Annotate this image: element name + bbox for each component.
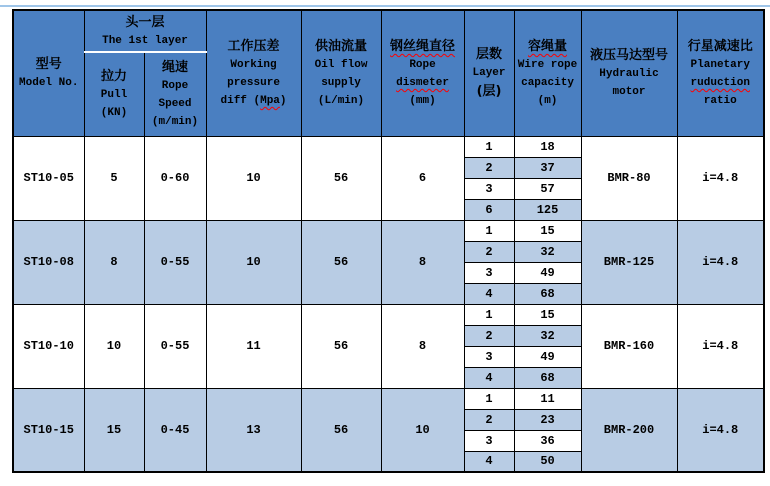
cell-capacity: 32 (514, 325, 581, 346)
cell-capacity: 68 (514, 283, 581, 304)
cell-layer: 6 (464, 199, 514, 220)
header-capacity-en1: Wire rope (517, 58, 578, 71)
cell-speed: 0-60 (144, 136, 206, 220)
cell-diameter: 8 (381, 220, 464, 304)
header-pressure (206, 10, 301, 136)
cell-capacity: 11 (514, 388, 581, 409)
header-pressure-en2: pressure (227, 76, 280, 89)
cell-oil: 56 (301, 220, 381, 304)
top-rule (0, 5, 770, 7)
header-diameter-en3: (mm) (409, 94, 436, 107)
header-first-layer-en: The 1st layer (102, 34, 188, 47)
header-oil-en3: (L/min) (317, 94, 365, 107)
cell-ratio: i=4.8 (677, 304, 764, 388)
cell-layer: 4 (464, 283, 514, 304)
cell-layer: 1 (464, 388, 514, 409)
header-pull (84, 52, 144, 136)
cell-ratio: i=4.8 (677, 136, 764, 220)
header-pressure-en3: diff (Mpa) (220, 94, 287, 107)
cell-capacity: 37 (514, 157, 581, 178)
misspelled-ruduction: ruduction (690, 76, 750, 89)
cell-pull: 15 (84, 388, 144, 472)
cell-pressure: 13 (206, 388, 301, 472)
cell-layer: 3 (464, 430, 514, 451)
cell-layer: 3 (464, 262, 514, 283)
header-speed-en1: Rope (161, 79, 189, 92)
cell-layer: 3 (464, 178, 514, 199)
table-row (13, 136, 764, 157)
cell-capacity: 32 (514, 241, 581, 262)
spec-table (12, 9, 765, 473)
header-layer (464, 10, 514, 136)
header-oil (301, 10, 381, 136)
cell-layer: 2 (464, 325, 514, 346)
cell-model: ST10-10 (13, 304, 84, 388)
header-ratio-en1: Planetary (690, 58, 750, 71)
cell-pull: 5 (84, 136, 144, 220)
cell-speed: 0-55 (144, 220, 206, 304)
header-pressure-en1: Working (230, 58, 277, 71)
cell-ratio: i=4.8 (677, 220, 764, 304)
cell-layer: 1 (464, 304, 514, 325)
header-ratio-en3: ratio (703, 94, 737, 107)
cell-oil: 56 (301, 304, 381, 388)
cell-motor: BMR-160 (581, 304, 677, 388)
header-pressure-zh: 工作压差 (227, 38, 280, 54)
cell-speed: 0-55 (144, 304, 206, 388)
header-diameter-zh: 钢丝绳直径 (390, 38, 456, 54)
header-oil-en1: Oil flow (314, 58, 368, 71)
cell-motor: BMR-80 (581, 136, 677, 220)
cell-capacity: 36 (514, 430, 581, 451)
table-row (13, 388, 764, 409)
cell-capacity: 15 (514, 304, 581, 325)
cell-pressure: 10 (206, 220, 301, 304)
misspelled-dismeter: dismeter (396, 76, 449, 89)
header-ratio (677, 10, 764, 136)
cell-pressure: 10 (206, 136, 301, 220)
header-speed-zh: 绳速 (162, 59, 189, 75)
header-model-zh: 型号 (35, 56, 62, 72)
cell-capacity: 23 (514, 409, 581, 430)
header-first-layer (84, 10, 206, 52)
cell-pull: 10 (84, 304, 144, 388)
header-motor-en1: Hydraulic (599, 67, 659, 80)
header-model (13, 10, 84, 136)
cell-motor: BMR-125 (581, 220, 677, 304)
table-row (13, 220, 764, 241)
header-speed-en2: Speed (158, 97, 192, 110)
table-row (13, 304, 764, 325)
header-motor (581, 10, 677, 136)
header-layer-en2: (层) (476, 84, 502, 100)
cell-motor: BMR-200 (581, 388, 677, 472)
cell-pull: 8 (84, 220, 144, 304)
cell-pressure: 11 (206, 304, 301, 388)
cell-model: ST10-05 (13, 136, 84, 220)
cell-speed: 0-45 (144, 388, 206, 472)
cell-capacity: 18 (514, 136, 581, 157)
cell-model: ST10-15 (13, 388, 84, 472)
cell-capacity: 68 (514, 367, 581, 388)
header-motor-zh: 液压马达型号 (590, 47, 669, 63)
cell-model: ST10-08 (13, 220, 84, 304)
cell-layer: 2 (464, 241, 514, 262)
cell-diameter: 8 (381, 304, 464, 388)
header-pull-zh: 拉力 (100, 68, 127, 84)
cell-diameter: 10 (381, 388, 464, 472)
cell-layer: 2 (464, 157, 514, 178)
header-pull-en1: Pull (100, 88, 128, 101)
cell-capacity: 50 (514, 451, 581, 472)
header-capacity (514, 10, 581, 136)
header-capacity-en2: capacity (521, 76, 574, 89)
header-speed-en3: (m/min) (151, 115, 199, 128)
cell-layer: 1 (464, 220, 514, 241)
header-oil-en2: supply (321, 76, 361, 89)
header-motor-en2: motor (612, 85, 646, 98)
cell-capacity: 15 (514, 220, 581, 241)
cell-capacity: 49 (514, 346, 581, 367)
header-pull-en2: (KN) (100, 106, 128, 119)
cell-capacity: 125 (514, 199, 581, 220)
cell-ratio: i=4.8 (677, 388, 764, 472)
header-first-layer-zh: 头一层 (125, 14, 165, 30)
cell-capacity: 57 (514, 178, 581, 199)
cell-oil: 56 (301, 136, 381, 220)
cell-layer: 1 (464, 136, 514, 157)
misspelled-mpa: Mpa (260, 94, 280, 107)
cell-layer: 3 (464, 346, 514, 367)
cell-oil: 56 (301, 388, 381, 472)
cell-layer: 4 (464, 367, 514, 388)
cell-layer: 2 (464, 409, 514, 430)
header-layer-zh: 层数 (476, 47, 503, 63)
header-diameter-en1: Rope (409, 58, 436, 71)
header-diameter (381, 10, 464, 136)
cell-layer: 4 (464, 451, 514, 472)
header-capacity-en3: (m) (537, 94, 558, 107)
header-layer-en1: Layer (472, 67, 506, 80)
header-capacity-zh: 容绳量 (528, 38, 568, 54)
header-ratio-zh: 行星减速比 (687, 38, 753, 54)
cell-capacity: 49 (514, 262, 581, 283)
header-model-en: Model No. (19, 76, 79, 89)
header-speed (144, 52, 206, 136)
header-oil-zh: 供油流量 (315, 38, 368, 54)
cell-diameter: 6 (381, 136, 464, 220)
